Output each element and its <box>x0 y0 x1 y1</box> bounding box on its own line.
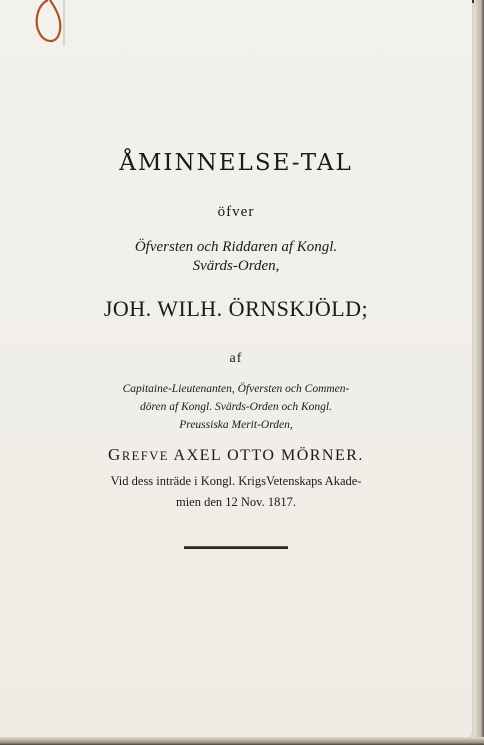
subject-name: JOH. WILH. ÖRNSKJÖLD; <box>103 296 369 321</box>
author-rank-rest: REFVE <box>121 449 169 463</box>
page-edge-right <box>474 0 484 745</box>
occasion-line-1: Vid dess inträde i Kongl. KrigsVetenskaps Akade- <box>110 474 362 488</box>
author-name: AXEL OTTO MÖRNER. <box>173 447 364 464</box>
occasion-line-2: mien den 12 Nov. 1817. <box>175 495 296 509</box>
main-title: ÅMINNELSE-TAL <box>119 150 353 176</box>
page-edge-bottom <box>0 737 484 745</box>
subject-line-1: Öfversten och Riddaren af Kongl. <box>134 239 338 255</box>
author-titles-line-2: dören af Kongl. Svärds-Orden och Kongl. <box>140 401 332 413</box>
author-rank-initial: G <box>108 445 122 464</box>
ofver-text: öfver <box>217 204 255 220</box>
author-titles-line-1: Capitaine-Lieutenanten, Öfversten och Commen- <box>122 383 350 395</box>
binding-thread <box>28 0 66 50</box>
author-titles-line-3: Preussiska Merit-Orden, <box>179 419 293 431</box>
decorative-rule <box>184 546 288 549</box>
author-line <box>40 445 432 465</box>
af-text: af <box>229 351 243 366</box>
subject-line-2: Svärds-Orden, <box>192 258 280 274</box>
